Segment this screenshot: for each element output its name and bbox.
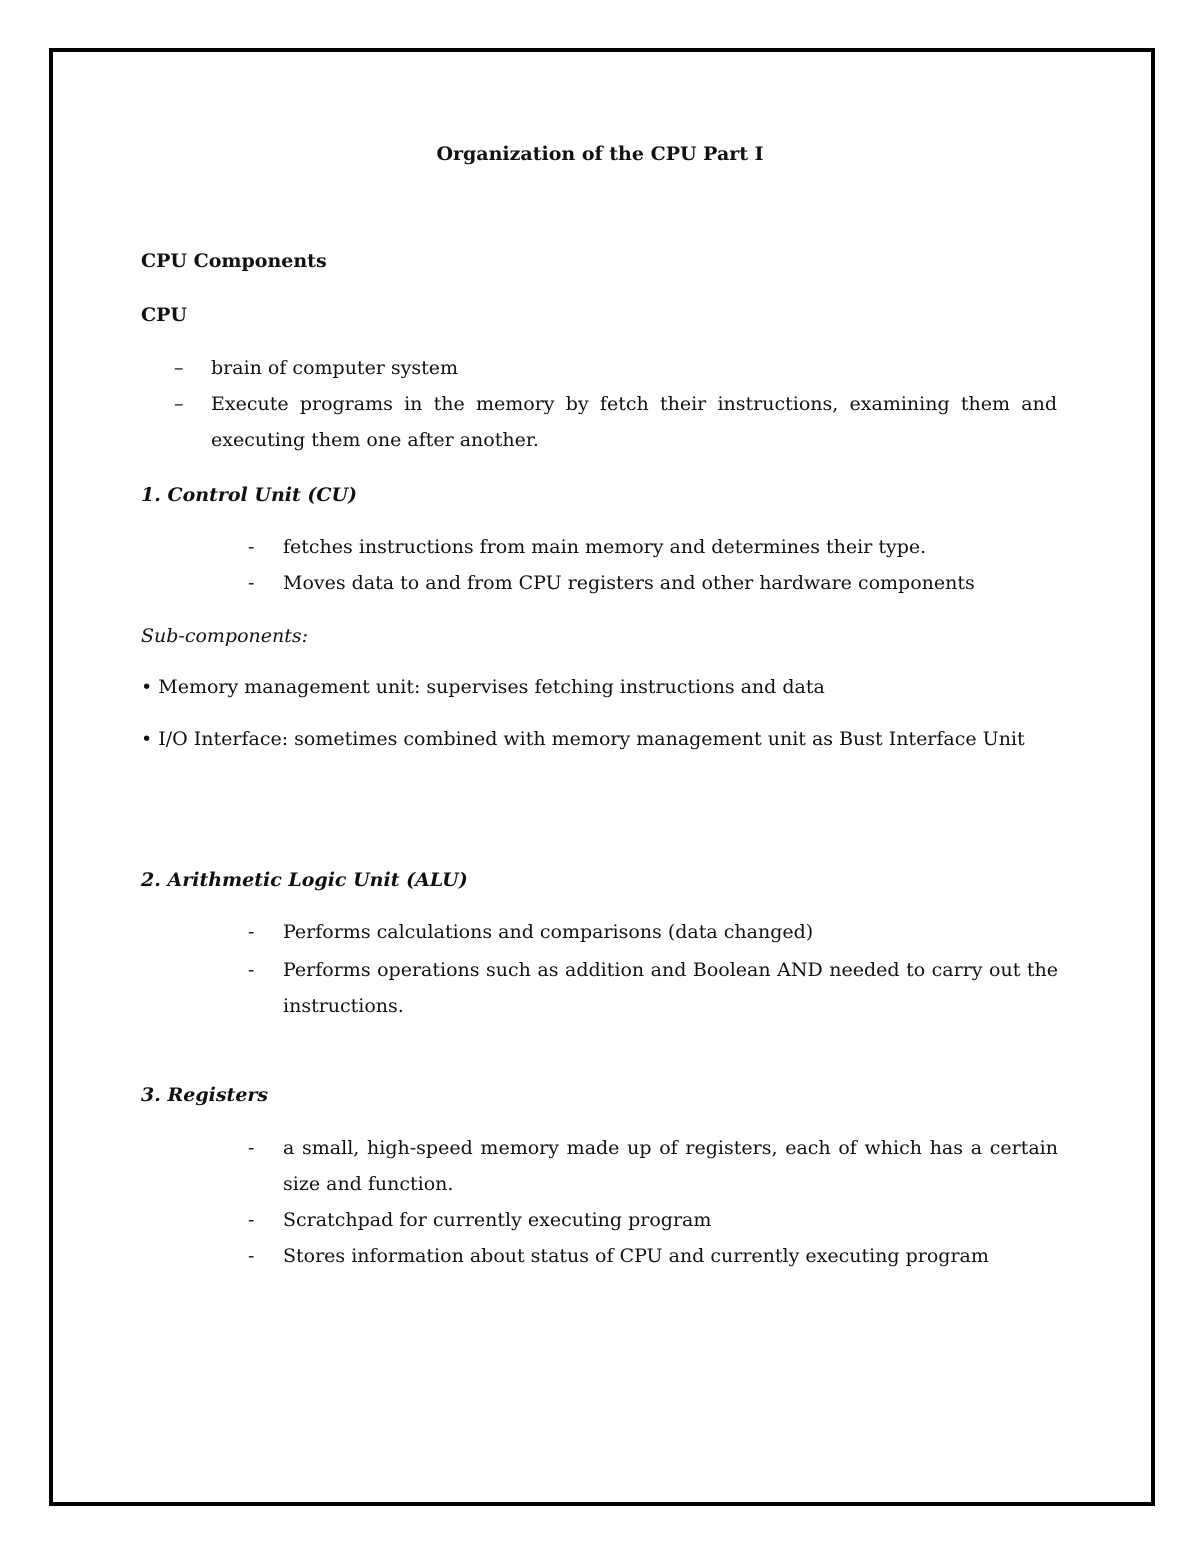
dash-marker: - [248, 921, 255, 943]
section-title: Arithmetic Logic Unit (ALU) [167, 869, 468, 891]
section-title: Control Unit (CU) [167, 484, 358, 506]
bullet-marker: • [141, 728, 153, 750]
registers-heading [141, 1086, 268, 1105]
subcomponent-item: • I/O Interface: sometimes combined with memory management unit as Bust Interface Unit [141, 728, 1025, 750]
dash-marker: - [248, 959, 255, 981]
cpu-item: brain of computer system [211, 357, 459, 379]
dash-marker: – [174, 357, 184, 379]
registers-item: Scratchpad for currently executing program [283, 1209, 712, 1231]
dash-marker: - [248, 1209, 255, 1231]
dash-marker: – [174, 393, 184, 415]
dash-marker: - [248, 1137, 255, 1159]
section-number: 3. [141, 1084, 161, 1106]
alu-item: Performs operations such as addition and Boolean AND needed to carry out the instructions. [283, 959, 1058, 1017]
cpu-item: Execute programs in the memory by fetch their instructions, examining them and executing them one after another. [211, 393, 1057, 451]
section-heading-cpu-components: CPU Components [141, 250, 327, 272]
cpu-heading: CPU [141, 304, 187, 326]
subcomponent-item: • Memory management unit: supervises fetching instructions and data [141, 676, 825, 698]
control-unit-item: Moves data to and from CPU registers and other hardware components [283, 572, 975, 594]
subcomponents-label: Sub-components: [141, 625, 309, 647]
dash-marker: - [248, 572, 255, 594]
registers-item: a small, high-speed memory made up of registers, each of which has a certain size and function. [283, 1137, 1058, 1195]
control-unit-item: fetches instructions from main memory and determines their type. [283, 536, 927, 558]
alu-item: Performs calculations and comparisons (data changed) [283, 921, 814, 943]
section-title: Registers [167, 1084, 269, 1106]
alu-heading [141, 871, 468, 890]
document-title: Organization of the CPU Part I [436, 143, 764, 165]
control-unit-heading [141, 486, 357, 505]
section-number: 2. [141, 869, 161, 891]
dash-marker: - [248, 536, 255, 558]
registers-item: Stores information about status of CPU and currently executing program [283, 1245, 989, 1267]
section-number: 1. [141, 484, 161, 506]
bullet-marker: • [141, 676, 153, 698]
dash-marker: - [248, 1245, 255, 1267]
